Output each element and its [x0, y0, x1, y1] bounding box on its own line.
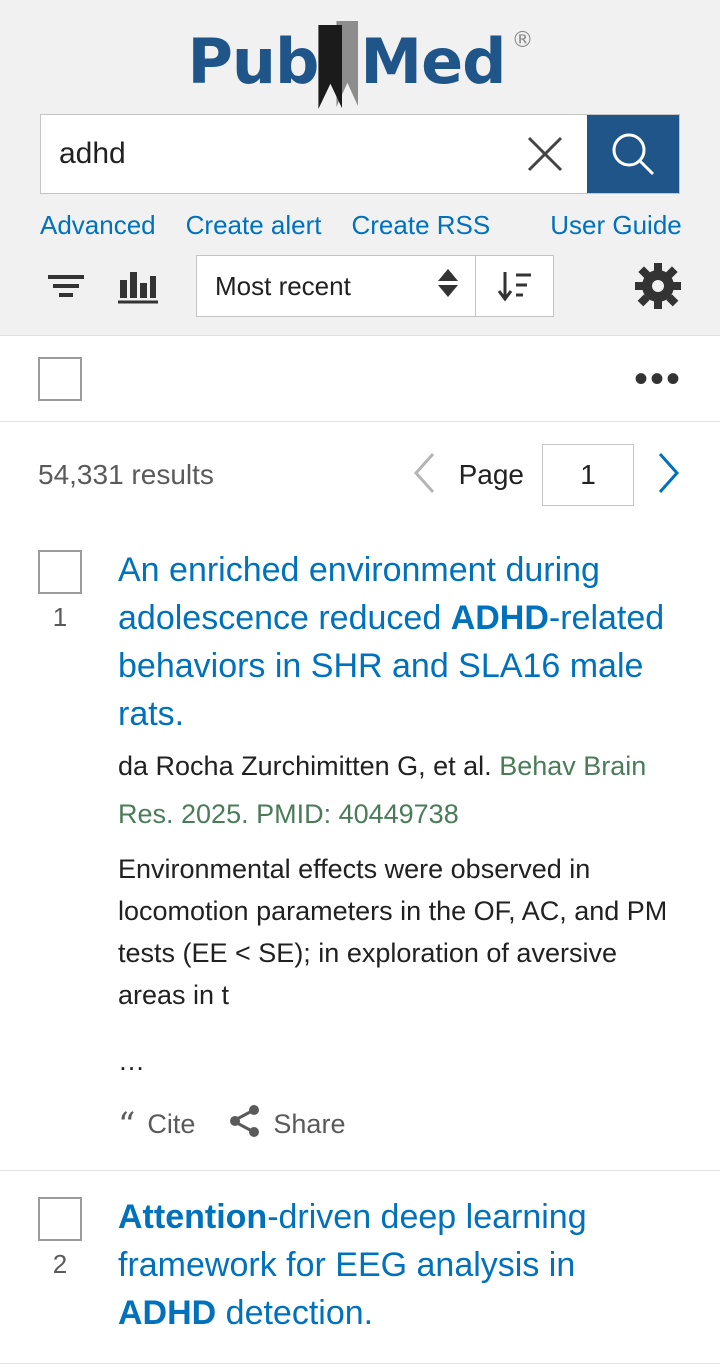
title-seg-highlight2: ADHD: [118, 1294, 217, 1332]
result-number: 2: [52, 1249, 68, 1279]
quote-icon: “: [118, 1104, 136, 1145]
header-links: [0, 194, 720, 255]
result-number: 1: [52, 602, 68, 632]
search-button[interactable]: [587, 115, 679, 193]
action-bar: [0, 336, 720, 422]
title-seg-highlight1: Attention: [118, 1198, 268, 1236]
result-body: [112, 1193, 682, 1337]
result-snippet-ellipsis: …: [118, 1046, 145, 1076]
share-icon: [229, 1105, 261, 1144]
bar-chart-icon[interactable]: [102, 256, 174, 316]
results-header: [0, 422, 720, 524]
chevron-left-icon: [411, 450, 441, 496]
sort-select[interactable]: [196, 255, 476, 317]
title-seg-plain1: -driven deep learning framework for EEG analysis in: [118, 1198, 587, 1284]
sort-descending-icon: [496, 267, 534, 305]
result-select-column: [38, 1193, 112, 1337]
sort-direction-button[interactable]: [476, 255, 554, 317]
share-label: Share: [273, 1109, 346, 1139]
page-label: Page: [458, 459, 524, 490]
results-toolbar: [0, 255, 720, 335]
more-actions-button[interactable]: •••: [633, 356, 682, 401]
user-guide-link[interactable]: User Guide: [550, 210, 682, 240]
result-title-link[interactable]: [118, 1193, 682, 1337]
page-number-input[interactable]: [542, 444, 634, 506]
chevron-right-icon: [652, 450, 682, 496]
result-title-link[interactable]: [118, 546, 682, 738]
result-checkbox[interactable]: [38, 1197, 82, 1241]
title-seg-plain2: detection.: [216, 1294, 374, 1332]
title-seg-plain1: An enriched environment during adolescence reduced: [118, 551, 600, 637]
create-rss-link[interactable]: Create RSS: [351, 210, 491, 240]
result-checkbox[interactable]: [38, 550, 82, 594]
create-alert-link[interactable]: Create alert: [185, 210, 322, 240]
close-icon: [522, 131, 568, 177]
chevron-updown-icon: [435, 266, 461, 307]
share-button[interactable]: [229, 1105, 345, 1144]
filter-icon[interactable]: [30, 256, 102, 316]
gear-icon[interactable]: [626, 255, 690, 317]
search-input[interactable]: [41, 115, 503, 193]
result-actions: [118, 1105, 682, 1144]
result-select-column: [38, 546, 112, 1144]
advanced-link[interactable]: Advanced: [40, 210, 156, 240]
title-seg-plain2: -related behaviors in SHR and SLA16 male rats.: [118, 599, 665, 733]
sort-select-value: Most recent: [215, 270, 351, 301]
pagination: [411, 444, 682, 506]
bookmark-icon: [316, 21, 362, 107]
result-journal-citation: Behav Brain Res. 2025. PMID: 40449738: [118, 751, 647, 829]
registered-trademark-icon: ®: [511, 28, 533, 53]
result-snippet: Environmental effects were observed in locomotion parameters in the OF, AC, and PM tests (EE < SE); in exploration of aversive areas in t: [118, 854, 668, 1010]
result-item: [0, 1171, 720, 1364]
cite-label: Cite: [147, 1109, 196, 1139]
page-header: [0, 0, 720, 336]
logo-text-pub: Pub: [187, 24, 319, 98]
next-page-button[interactable]: [652, 450, 682, 501]
results-count: 54,331 results: [38, 459, 214, 490]
result-body: [112, 546, 682, 1144]
result-item: [0, 524, 720, 1171]
clear-search-button[interactable]: [503, 115, 587, 193]
logo-text-med: Med: [360, 24, 506, 98]
pubmed-logo[interactable]: [0, 18, 720, 114]
previous-page-button[interactable]: [411, 450, 441, 501]
result-authors: da Rocha Zurchimitten G, et al.: [118, 751, 492, 781]
result-citation-line: [118, 742, 682, 838]
cite-button[interactable]: [118, 1104, 196, 1145]
select-all-checkbox[interactable]: [38, 357, 82, 401]
search-icon: [607, 128, 659, 180]
search-bar: [40, 114, 680, 194]
title-seg-highlight1: ADHD: [450, 599, 549, 637]
